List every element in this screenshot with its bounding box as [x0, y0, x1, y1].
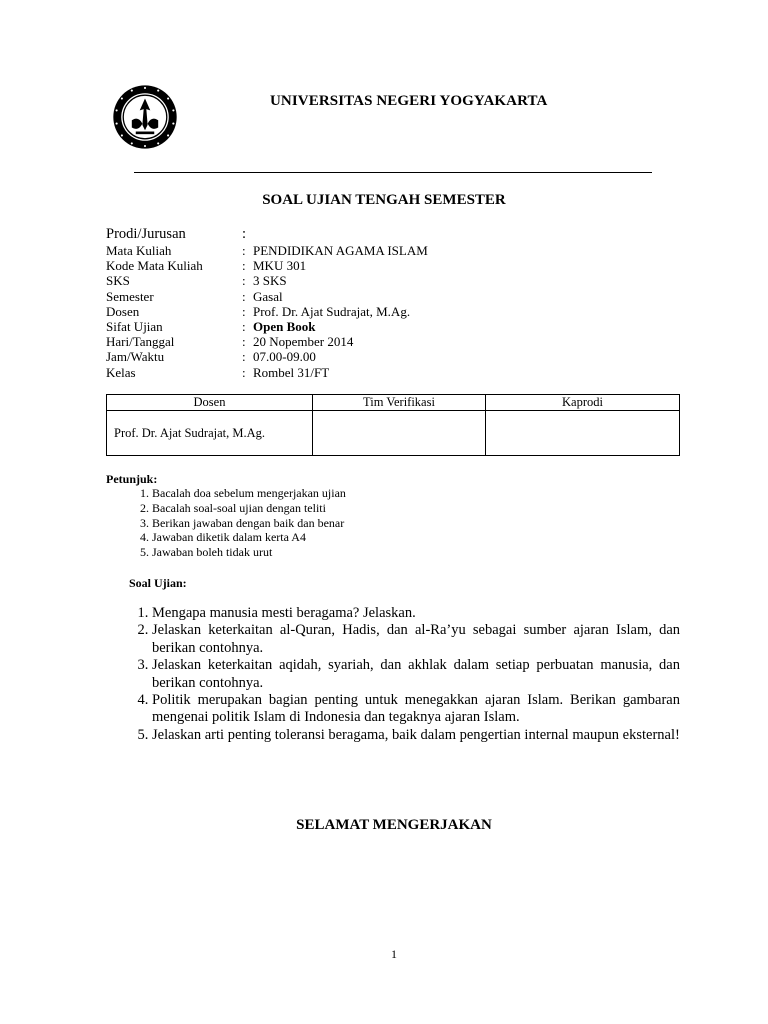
table-header: Kaprodi: [486, 395, 680, 411]
info-colon: :: [242, 334, 246, 350]
info-label: Sifat Ujian: [106, 318, 163, 334]
info-colon: :: [242, 243, 246, 258]
info-row: [106, 349, 428, 364]
info-row: [106, 273, 428, 288]
info-colon: :: [242, 303, 246, 319]
list-item: 3. Berikan jawaban dengan baik dan benar: [152, 516, 632, 531]
table-cell: [313, 411, 486, 456]
info-value: Open Book: [253, 318, 316, 334]
info-value: 07.00-09.00: [253, 349, 316, 365]
info-label: Hari/Tanggal: [106, 334, 175, 350]
info-label: Semester: [106, 288, 154, 304]
info-row: [106, 365, 428, 380]
question-item: 2. Jelaskan keterkaitan al-Quran, Hadis, dan al-Ra’yu sebagai sumber ajaran Islam, dan berikan contohnya.: [152, 622, 680, 657]
info-label: Mata Kuliah: [106, 243, 172, 258]
table-header: Tim Verifikasi: [313, 395, 486, 411]
info-row: [106, 226, 428, 243]
info-row: [106, 319, 428, 334]
question-item: 4. Politik merupakan bagian penting untuk menegakkan ajaran Islam. Berikan gambaran mengenai politik Islam di Indonesia dan tegaknya ajaran Islam.: [152, 692, 680, 727]
info-row: [106, 289, 428, 304]
question-item: 5. Jelaskan arti penting toleransi beragama, baik dalam pengertian internal maupun eksternal!: [152, 727, 680, 744]
info-row: [106, 243, 428, 258]
questions-list: [106, 605, 680, 744]
info-colon: :: [242, 273, 246, 289]
instructions-list: [106, 486, 632, 560]
table-row: [107, 411, 680, 456]
info-row: [106, 334, 428, 349]
university-name: UNIVERSITAS NEGERI YOGYAKARTA: [270, 93, 548, 109]
info-colon: :: [242, 226, 247, 242]
info-row: [106, 304, 428, 319]
university-seal-icon: [112, 84, 178, 150]
info-value: MKU 301: [253, 258, 307, 274]
list-item: 5. Jawaban boleh tidak urut: [152, 545, 632, 560]
header-divider: [134, 172, 652, 173]
info-value: Prof. Dr. Ajat Sudrajat, M.Ag.: [253, 303, 411, 319]
info-label: Dosen: [106, 303, 140, 319]
table-header-row: [107, 395, 680, 411]
list-item: 1. Bacalah doa sebelum mengerjakan ujian: [152, 486, 632, 501]
info-colon: :: [242, 349, 246, 365]
table-cell: [486, 411, 680, 456]
verification-table: [106, 394, 680, 456]
info-value: 3 SKS: [253, 273, 287, 289]
info-colon: :: [242, 288, 246, 304]
question-item: 3. Jelaskan keterkaitan aqidah, syariah, dan akhlak dalam setiap perbuatan manusia, dan berikan contohnya.: [152, 657, 680, 692]
exam-info: [106, 226, 428, 380]
info-row: [106, 258, 428, 273]
exam-title: SOAL UJIAN TENGAH SEMESTER: [262, 192, 506, 208]
page-number: 1: [391, 947, 397, 961]
table-cell: Prof. Dr. Ajat Sudrajat, M.Ag.: [107, 411, 313, 456]
info-label: Jam/Waktu: [106, 349, 165, 365]
info-label: Kode Mata Kuliah: [106, 258, 203, 274]
info-label: SKS: [106, 273, 130, 289]
instructions-title: Petunjuk:: [106, 472, 158, 486]
info-value: Rombel 31/FT: [253, 364, 330, 380]
questions-title: Soal Ujian:: [129, 576, 187, 590]
info-label: Prodi/Jurusan: [106, 226, 186, 242]
list-item: 4. Jawaban diketik dalam kerta A4: [152, 530, 632, 545]
list-item: 2. Bacalah soal-soal ujian dengan teliti: [152, 501, 632, 516]
info-colon: :: [242, 364, 246, 380]
info-value: PENDIDIKAN AGAMA ISLAM: [253, 243, 428, 258]
closing-text: SELAMAT MENGERJAKAN: [296, 817, 492, 833]
info-label: Kelas: [106, 364, 136, 380]
table-header: Dosen: [107, 395, 313, 411]
question-item: 1. Mengapa manusia mesti beragama? Jelaskan.: [152, 605, 680, 622]
info-colon: :: [242, 318, 246, 334]
info-value: 20 Nopember 2014: [253, 334, 354, 350]
info-value: Gasal: [253, 288, 283, 304]
info-colon: :: [242, 258, 246, 274]
